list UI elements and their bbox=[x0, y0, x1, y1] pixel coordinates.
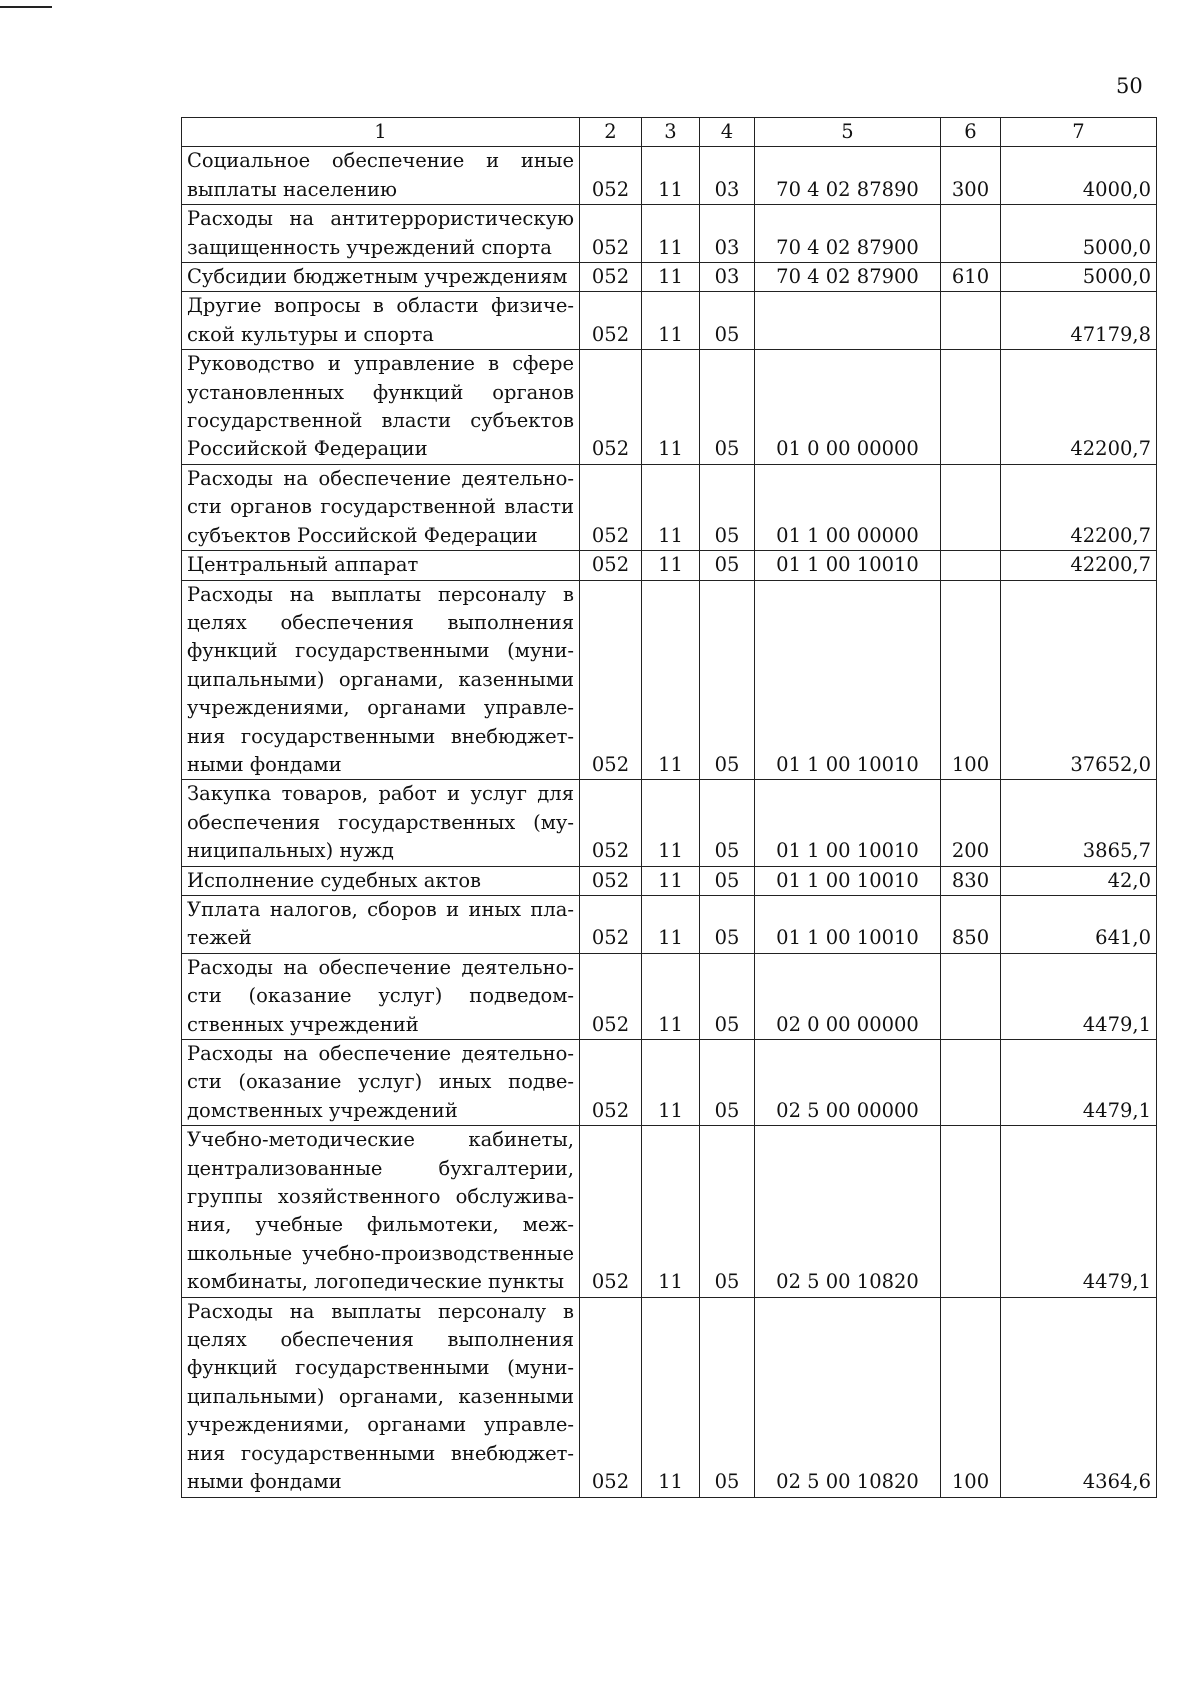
row-col-4: 05 bbox=[700, 895, 755, 953]
table-row bbox=[182, 1126, 1157, 1297]
row-amount: 42200,7 bbox=[1001, 350, 1157, 465]
row-col-5: 70 4 02 87900 bbox=[755, 205, 941, 263]
row-name: Уплата налогов, сборов и иных платежей bbox=[182, 895, 580, 953]
row-col-5: 01 1 00 00000 bbox=[755, 464, 941, 550]
row-col-2: 052 bbox=[580, 292, 642, 350]
row-col-3: 11 bbox=[642, 147, 700, 205]
row-col-5: 70 4 02 87890 bbox=[755, 147, 941, 205]
row-col-4: 05 bbox=[700, 292, 755, 350]
row-amount: 4479,1 bbox=[1001, 1126, 1157, 1297]
table-row bbox=[182, 350, 1157, 465]
row-col-4: 05 bbox=[700, 1297, 755, 1497]
row-col-5: 01 1 00 10010 bbox=[755, 866, 941, 895]
row-col-5: 02 5 00 10820 bbox=[755, 1126, 941, 1297]
row-name: Расходы на обеспечение деятельности (оказание услуг) подведомственных учреждений bbox=[182, 953, 580, 1039]
table-row bbox=[182, 205, 1157, 263]
row-name: Расходы на обеспечение деятельности органов государственной власти субъектов Российской Федерации bbox=[182, 464, 580, 550]
row-col-5: 02 5 00 00000 bbox=[755, 1040, 941, 1126]
row-col-4: 05 bbox=[700, 780, 755, 866]
row-col-6: 610 bbox=[941, 263, 1001, 292]
row-col-6: 850 bbox=[941, 895, 1001, 953]
row-col-6 bbox=[941, 1126, 1001, 1297]
row-col-3: 11 bbox=[642, 263, 700, 292]
row-amount: 37652,0 bbox=[1001, 580, 1157, 780]
row-col-4: 05 bbox=[700, 1126, 755, 1297]
row-col-2: 052 bbox=[580, 953, 642, 1039]
row-col-6 bbox=[941, 292, 1001, 350]
row-name: Другие вопросы в области физической культуры и спорта bbox=[182, 292, 580, 350]
table-body bbox=[182, 147, 1157, 1497]
row-name: Расходы на антитеррористическую защищенность учреждений спорта bbox=[182, 205, 580, 263]
row-col-5: 01 0 00 00000 bbox=[755, 350, 941, 465]
header-col-3: 3 bbox=[642, 118, 700, 147]
table-row bbox=[182, 464, 1157, 550]
row-amount: 3865,7 bbox=[1001, 780, 1157, 866]
row-col-2: 052 bbox=[580, 350, 642, 465]
row-col-6: 100 bbox=[941, 580, 1001, 780]
table-row bbox=[182, 1297, 1157, 1497]
row-col-3: 11 bbox=[642, 895, 700, 953]
row-name: Закупка товаров, работ и услуг для обеспечения государственных (муниципальных) нужд bbox=[182, 780, 580, 866]
row-amount: 641,0 bbox=[1001, 895, 1157, 953]
row-col-5: 01 1 00 10010 bbox=[755, 895, 941, 953]
row-amount: 47179,8 bbox=[1001, 292, 1157, 350]
row-col-3: 11 bbox=[642, 350, 700, 465]
row-col-2: 052 bbox=[580, 780, 642, 866]
row-col-4: 05 bbox=[700, 580, 755, 780]
table-row bbox=[182, 895, 1157, 953]
row-col-2: 052 bbox=[580, 1297, 642, 1497]
row-col-5: 01 1 00 10010 bbox=[755, 580, 941, 780]
row-amount: 4000,0 bbox=[1001, 147, 1157, 205]
row-col-6 bbox=[941, 464, 1001, 550]
row-col-6 bbox=[941, 551, 1001, 580]
row-col-4: 05 bbox=[700, 464, 755, 550]
table-row bbox=[182, 551, 1157, 580]
row-amount: 5000,0 bbox=[1001, 205, 1157, 263]
row-amount: 42200,7 bbox=[1001, 551, 1157, 580]
row-col-4: 03 bbox=[700, 147, 755, 205]
row-col-5: 01 1 00 10010 bbox=[755, 551, 941, 580]
row-col-4: 05 bbox=[700, 350, 755, 465]
row-col-3: 11 bbox=[642, 953, 700, 1039]
header-col-4: 4 bbox=[700, 118, 755, 147]
row-name: Расходы на выплаты персоналу в целях обеспечения выполнения функций государственными (муниципальными) органами, казенными учреждениями, органами управления государственными внебюджетными фондами bbox=[182, 580, 580, 780]
header-col-1: 1 bbox=[182, 118, 580, 147]
row-col-6 bbox=[941, 1040, 1001, 1126]
row-name: Руководство и управление в сфере установленных функций органов государственной власти субъектов Российской Федерации bbox=[182, 350, 580, 465]
row-col-2: 052 bbox=[580, 895, 642, 953]
header-col-7: 7 bbox=[1001, 118, 1157, 147]
row-amount: 4479,1 bbox=[1001, 1040, 1157, 1126]
row-name: Социальное обеспечение и иные выплаты населению bbox=[182, 147, 580, 205]
row-col-3: 11 bbox=[642, 292, 700, 350]
row-name: Исполнение судебных актов bbox=[182, 866, 580, 895]
row-amount: 5000,0 bbox=[1001, 263, 1157, 292]
row-name: Расходы на выплаты персоналу в целях обеспечения выполнения функций государственными (муниципальными) органами, казенными учреждениями, органами управления государственными внебюджетными фондами bbox=[182, 1297, 580, 1497]
header-col-6: 6 bbox=[941, 118, 1001, 147]
row-col-2: 052 bbox=[580, 1126, 642, 1297]
row-col-3: 11 bbox=[642, 1040, 700, 1126]
row-amount: 4364,6 bbox=[1001, 1297, 1157, 1497]
row-col-5: 70 4 02 87900 bbox=[755, 263, 941, 292]
table-row bbox=[182, 953, 1157, 1039]
row-col-6: 830 bbox=[941, 866, 1001, 895]
row-col-6: 300 bbox=[941, 147, 1001, 205]
row-col-6 bbox=[941, 953, 1001, 1039]
row-col-5: 02 5 00 10820 bbox=[755, 1297, 941, 1497]
row-col-2: 052 bbox=[580, 263, 642, 292]
row-col-2: 052 bbox=[580, 464, 642, 550]
row-amount: 4479,1 bbox=[1001, 953, 1157, 1039]
table-row bbox=[182, 263, 1157, 292]
row-col-4: 03 bbox=[700, 263, 755, 292]
row-col-6 bbox=[941, 205, 1001, 263]
header-row bbox=[182, 118, 1157, 147]
row-col-2: 052 bbox=[580, 551, 642, 580]
row-col-3: 11 bbox=[642, 205, 700, 263]
row-col-2: 052 bbox=[580, 147, 642, 205]
row-col-2: 052 bbox=[580, 866, 642, 895]
row-col-3: 11 bbox=[642, 551, 700, 580]
row-col-3: 11 bbox=[642, 580, 700, 780]
scan-edge-mark bbox=[0, 6, 52, 8]
row-col-4: 05 bbox=[700, 866, 755, 895]
header-col-2: 2 bbox=[580, 118, 642, 147]
row-col-4: 05 bbox=[700, 551, 755, 580]
row-col-3: 11 bbox=[642, 1297, 700, 1497]
row-col-4: 05 bbox=[700, 953, 755, 1039]
budget-table bbox=[181, 117, 1157, 1498]
row-col-6 bbox=[941, 350, 1001, 465]
table-row bbox=[182, 292, 1157, 350]
header-col-5: 5 bbox=[755, 118, 941, 147]
row-col-3: 11 bbox=[642, 464, 700, 550]
row-col-3: 11 bbox=[642, 866, 700, 895]
row-col-5 bbox=[755, 292, 941, 350]
row-name: Центральный аппарат bbox=[182, 551, 580, 580]
row-name: Расходы на обеспечение деятельности (оказание услуг) иных подведомственных учреждений bbox=[182, 1040, 580, 1126]
row-col-2: 052 bbox=[580, 580, 642, 780]
row-name: Учебно-методические кабинеты, централизованные бухгалтерии, группы хозяйственного обслуживания, учебные фильмотеки, межшкольные учебно-производственные комбинаты, логопедические пункты bbox=[182, 1126, 580, 1297]
row-col-5: 02 0 00 00000 bbox=[755, 953, 941, 1039]
row-col-4: 05 bbox=[700, 1040, 755, 1126]
row-col-2: 052 bbox=[580, 205, 642, 263]
row-col-3: 11 bbox=[642, 1126, 700, 1297]
row-col-3: 11 bbox=[642, 780, 700, 866]
table-row bbox=[182, 866, 1157, 895]
row-col-2: 052 bbox=[580, 1040, 642, 1126]
row-name: Субсидии бюджетным учреждениям bbox=[182, 263, 580, 292]
row-col-6: 200 bbox=[941, 780, 1001, 866]
table-row bbox=[182, 780, 1157, 866]
row-amount: 42200,7 bbox=[1001, 464, 1157, 550]
row-col-5: 01 1 00 10010 bbox=[755, 780, 941, 866]
row-amount: 42,0 bbox=[1001, 866, 1157, 895]
table-row bbox=[182, 1040, 1157, 1126]
row-col-4: 03 bbox=[700, 205, 755, 263]
page-number: 50 bbox=[1116, 74, 1143, 98]
row-col-6: 100 bbox=[941, 1297, 1001, 1497]
table-row bbox=[182, 147, 1157, 205]
table-row bbox=[182, 580, 1157, 780]
